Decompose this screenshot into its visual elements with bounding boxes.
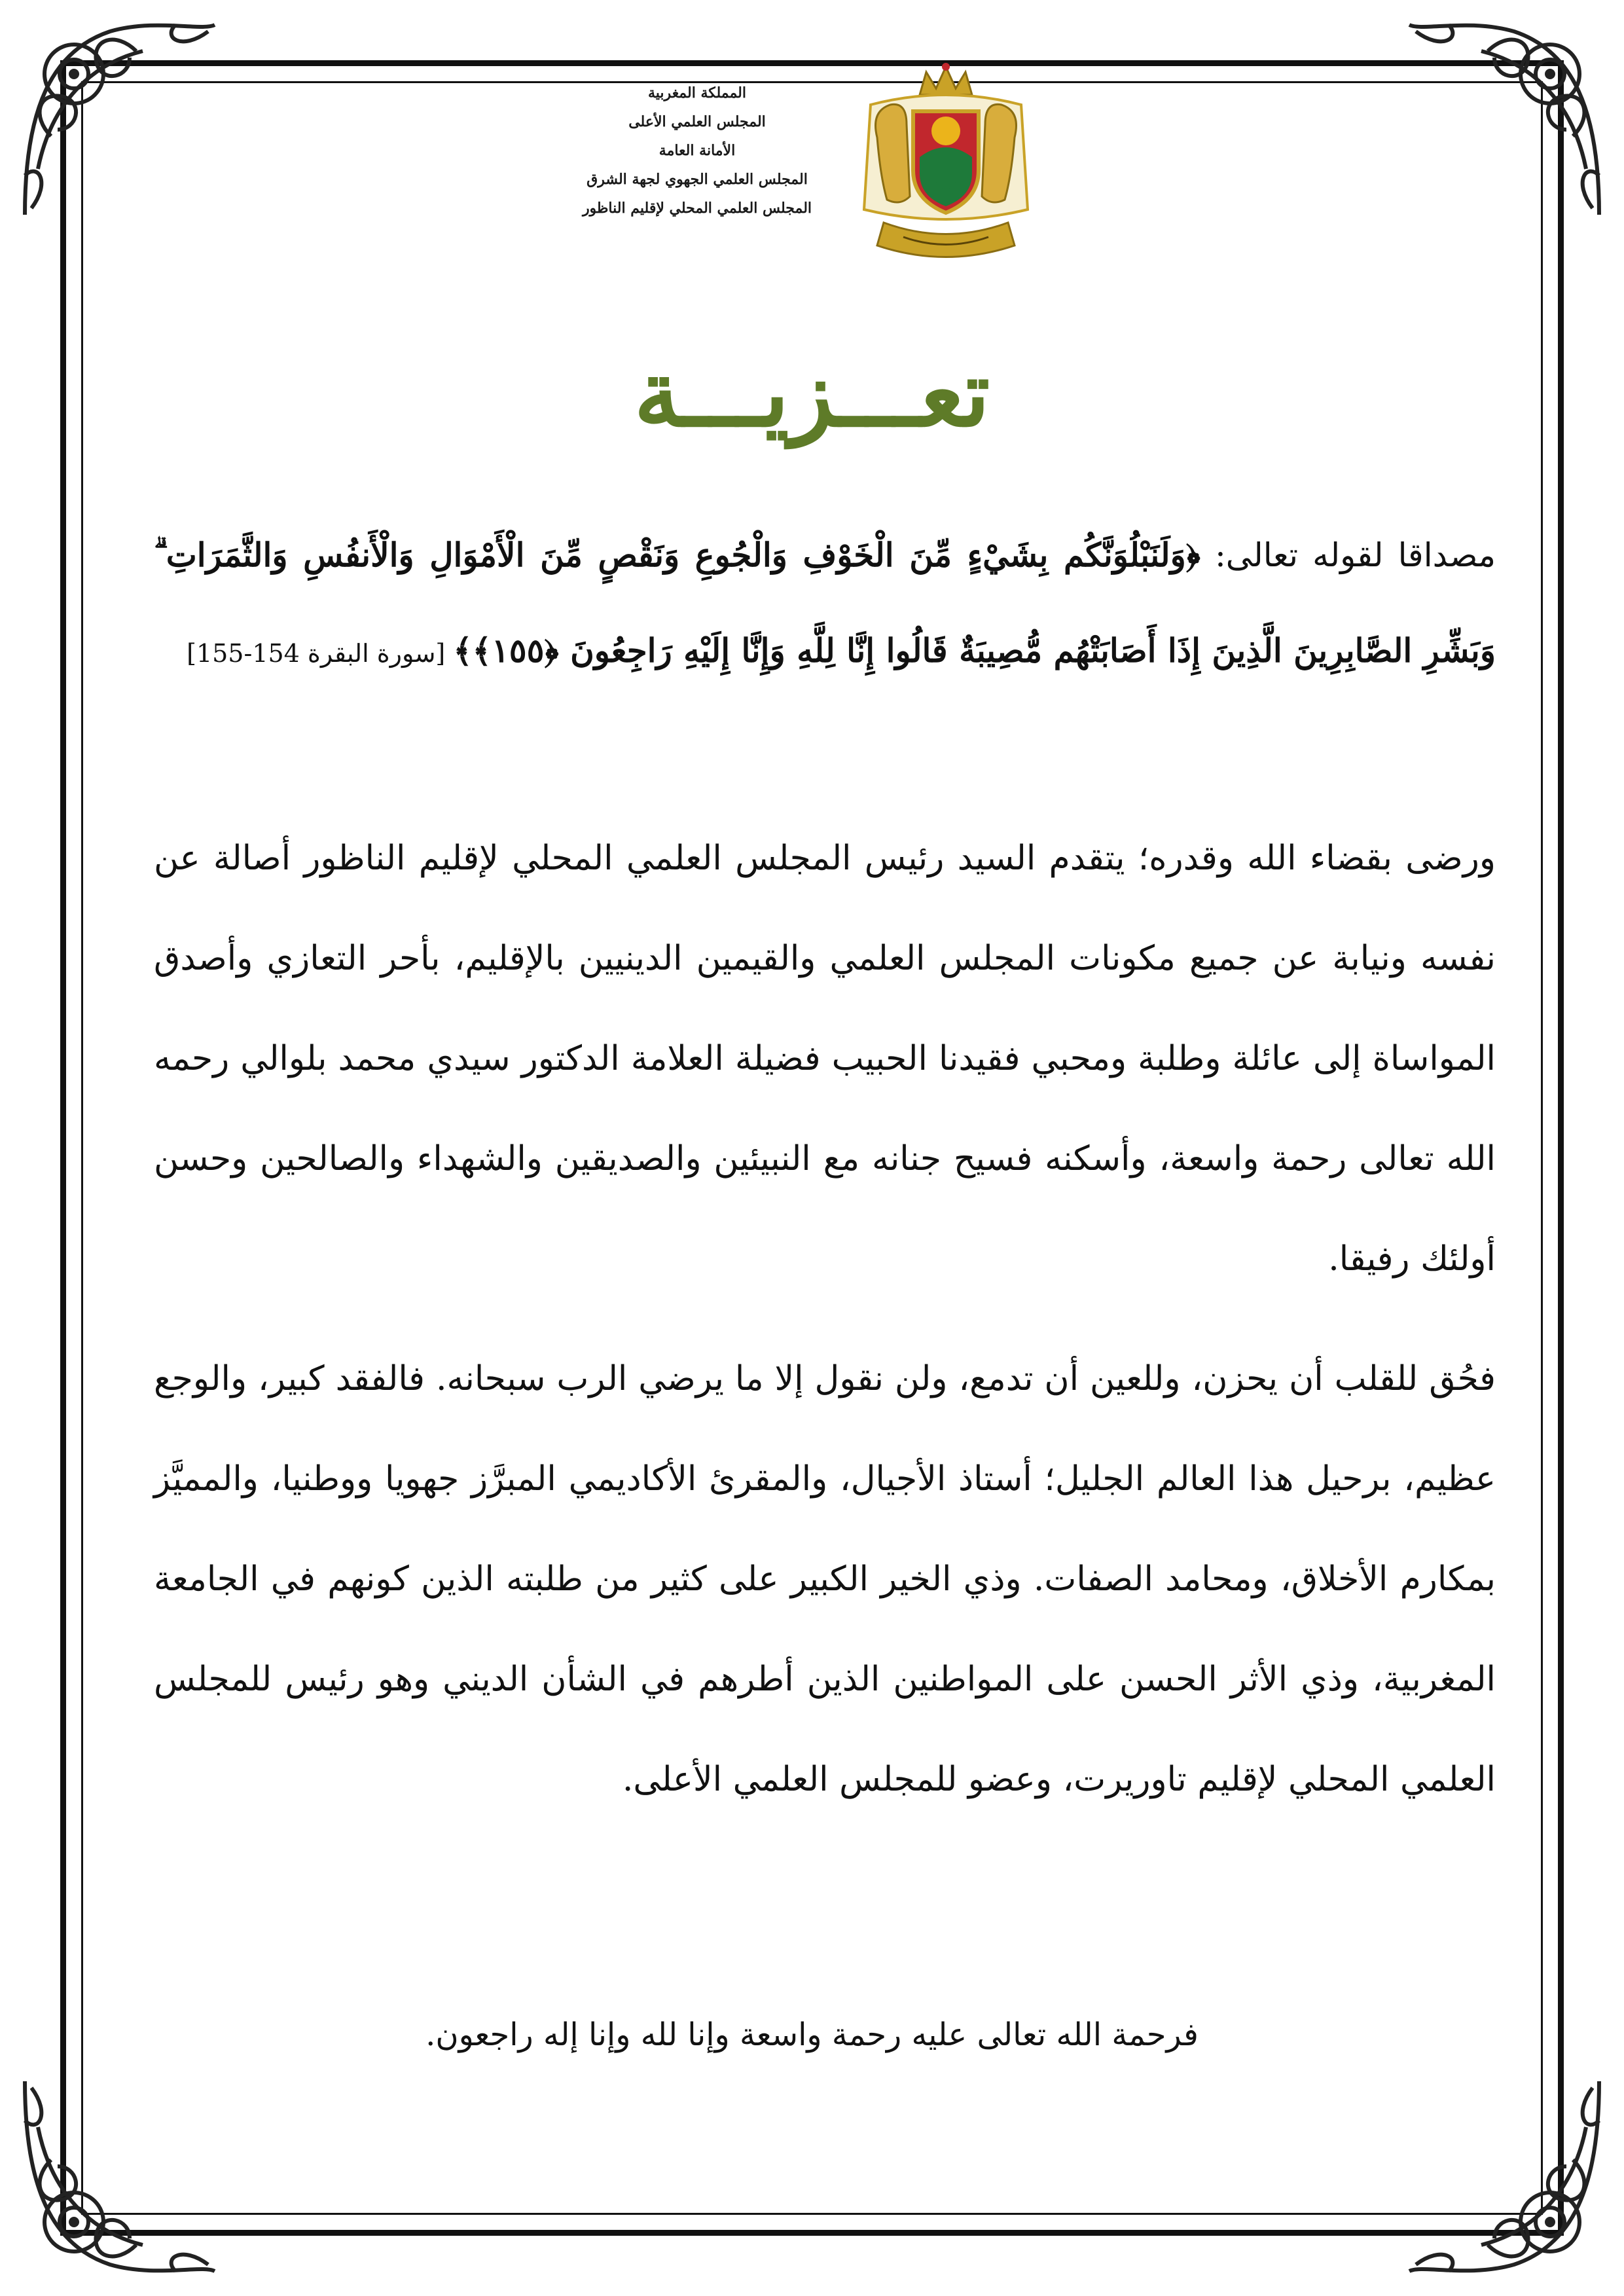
condolence-paragraph-1: ورضى بقضاء الله وقدره؛ يتقدم السيد رئيس المجلس العلمي المحلي لإقليم الناظور أصالة عن نفسه ونيابة عن جميع مكونات المجلس العلمي والقيمين الدينيين بالإقليم، بأحر التعازي وأصدق المواساة إلى عائلة وطلبة ومحبي فقيدنا الحبيب فضيلة العلامة الدكتور سيدي محمد بلوالي رحمه الله تعالى رحمة واسعة، وأسكنه فسيح جنانه مع النبيئين والصديقين والشهداء والصالحين وحسن أولئك رفيقا. <box>154 839 1496 1279</box>
ornament-corner-bottom-right-icon <box>1396 2068 1612 2284</box>
verse-reference: [سورة البقرة 154-155] <box>187 639 454 668</box>
moroccan-coat-of-arms-icon <box>851 59 1041 275</box>
quran-verse-paragraph <box>154 507 1496 701</box>
page-title: تعـــزيـــة <box>634 340 990 448</box>
header-line-local-council: المجلس العلمي المحلي لإقليم الناظور <box>582 200 812 217</box>
header-line-regional-council: المجلس العلمي الجهوي لجهة الشرق <box>586 171 808 188</box>
header-line-secretariat: الأمانة العامة <box>659 142 736 159</box>
institution-header <box>550 79 844 223</box>
ornament-corner-bottom-left-icon <box>12 2068 228 2284</box>
condolence-paragraph-2: فحُق للقلب أن يحزن، وللعين أن تدمع، ولن نقول إلا ما يرضي الرب سبحانه. فالفقد كبير، والوجع عظيم، برحيل هذا العالم الجليل؛ أستاذ الأجيال، والمقرئ الأكاديمي المبرَّز جهويا ووطنيا، والمميَّز بمكارم الأخلاق، ومحامد الصفات. وذي الخير الكبير على كثير من طلبته الذين كونهم في الجامعة المغربية، وذي الأثر الحسن على المواطنين الذين أطرهم في الشأن الديني وهو رئيس للمجلس العلمي المحلي لإقليم تاوريرت، وعضو للمجلس العلمي الأعلى. <box>154 1359 1496 1799</box>
quran-verse-text: ﴿وَلَنَبْلُوَنَّكُم بِشَيْءٍ مِّنَ الْخَوْفِ وَالْجُوعِ وَنَقْصٍ مِّنَ الْأَمْوَالِ وَالْأَنفُسِ وَالثَّمَرَاتِ ۗ وَبَشِّرِ الصَّابِرِينَ الَّذِينَ إِذَا أَصَابَتْهُم مُّصِيبَةٌ قَالُوا إِنَّا لِلَّهِ وَإِنَّا إِلَيْهِ رَاجِعُونَ ﴿١٥٥﴾﴾ <box>154 536 1496 670</box>
header-line-kingdom: المملكة المغربية <box>648 84 746 101</box>
ornament-corner-top-right-icon <box>1396 12 1612 228</box>
verse-intro: مصداقا لقوله تعالى: <box>1200 536 1496 574</box>
ornament-corner-top-left-icon <box>12 12 228 228</box>
header-line-supreme-council: المجلس العلمي الأعلى <box>628 113 766 130</box>
closing-prayer: فرحمة الله تعالى عليه رحمة واسعة وإنا لله وإنا إله راجعون. <box>425 2016 1199 2053</box>
